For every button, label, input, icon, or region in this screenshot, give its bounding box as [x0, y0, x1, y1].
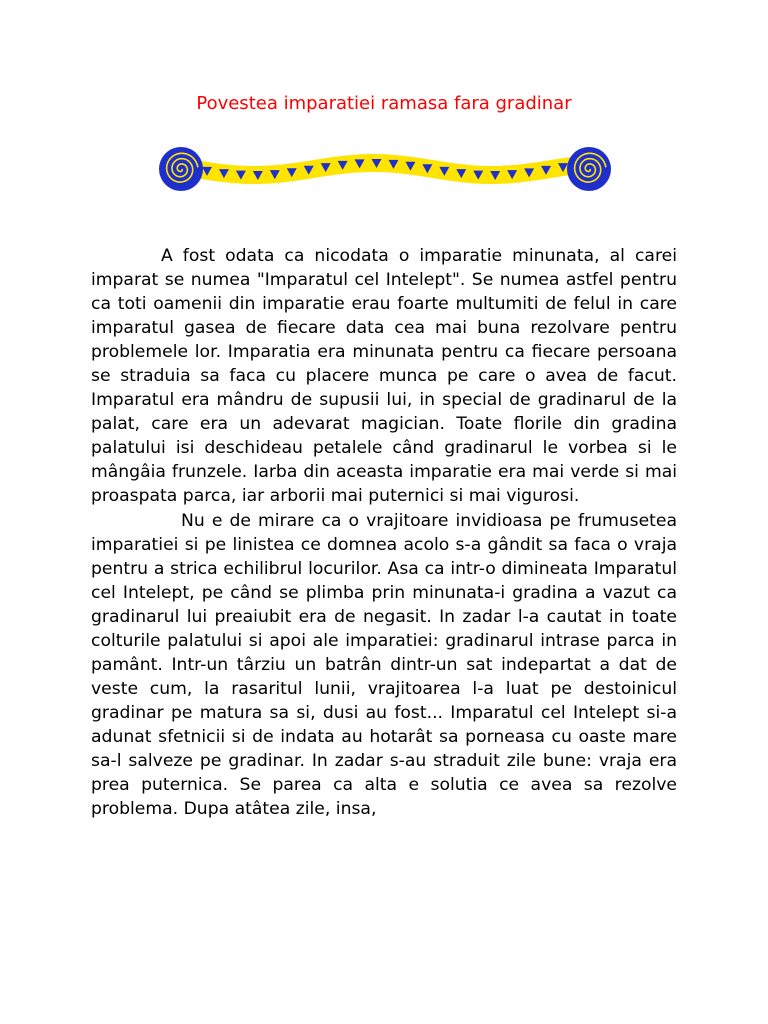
wavy-ribbon-ornament-icon [155, 144, 615, 194]
paragraph-1: A fost odata ca nicodata o imparatie minunata, al carei imparat se numea "Imparatul cel Intelept". Se numea astfel pentru ca toti oamenii din imparatie erau foarte multumiti de felul in care imparatul gasea de fiecare data cea mai buna rezolvare pentru problemele lor. Imparatia era minunata pentru ca fiecare persoana se straduia sa faca cu placere munca pe care o avea de facut. Imparatul era mândru de supusii lui, in special de gradinarul de la palat, care era un adevarat magician. Toate florile din gradina palatului isi deschideau petalele când gradinarul le vorbea si le mângâia frunzele. Iarba din aceasta imparatie era mai verde si mai proaspata parca, iar arborii mai puternici si mai vigurosi. [91, 246, 677, 507]
paragraph-2: Nu e de mirare ca o vrajitoare invidioasa pe frumusetea imparatiei si pe linistea ce domnea acolo s-a gândit sa faca o vraja pentru a strica echilibrul locurilor. Asa ca intr-o dimineata Imparatul cel Intelept, pe când se plimba prin minunata-i gradina a vazut ca gradinarul lui preaiubit era de negasit. In zadar l-a cautat in toate colturile palatului si apoi ale imparatiei: gradinarul intrase parca in pamânt. Intr-un târziu un batrân dintr-un sat indepartat a dat de veste cum, la rasaritul lunii, vrajitoarea l-a luat pe destoinicul gradinar pe matura sa si, dusi au fost... Imparatul cel Intelept si-a adunat sfetnicii si de indata au hotarât sa porneasa cu oaste mare sa-l salveze pe gradinar. In zadar s-au straduit zile bune: vraja era prea puternica. Se parea ca alta e solutia ce avea sa rezolve problema. Dupa atâtea zile, insa, [91, 510, 677, 820]
document-title: Povestea imparatiei ramasa fara gradinar [196, 93, 572, 114]
story-text [91, 244, 677, 821]
ribbon-band [195, 154, 575, 184]
